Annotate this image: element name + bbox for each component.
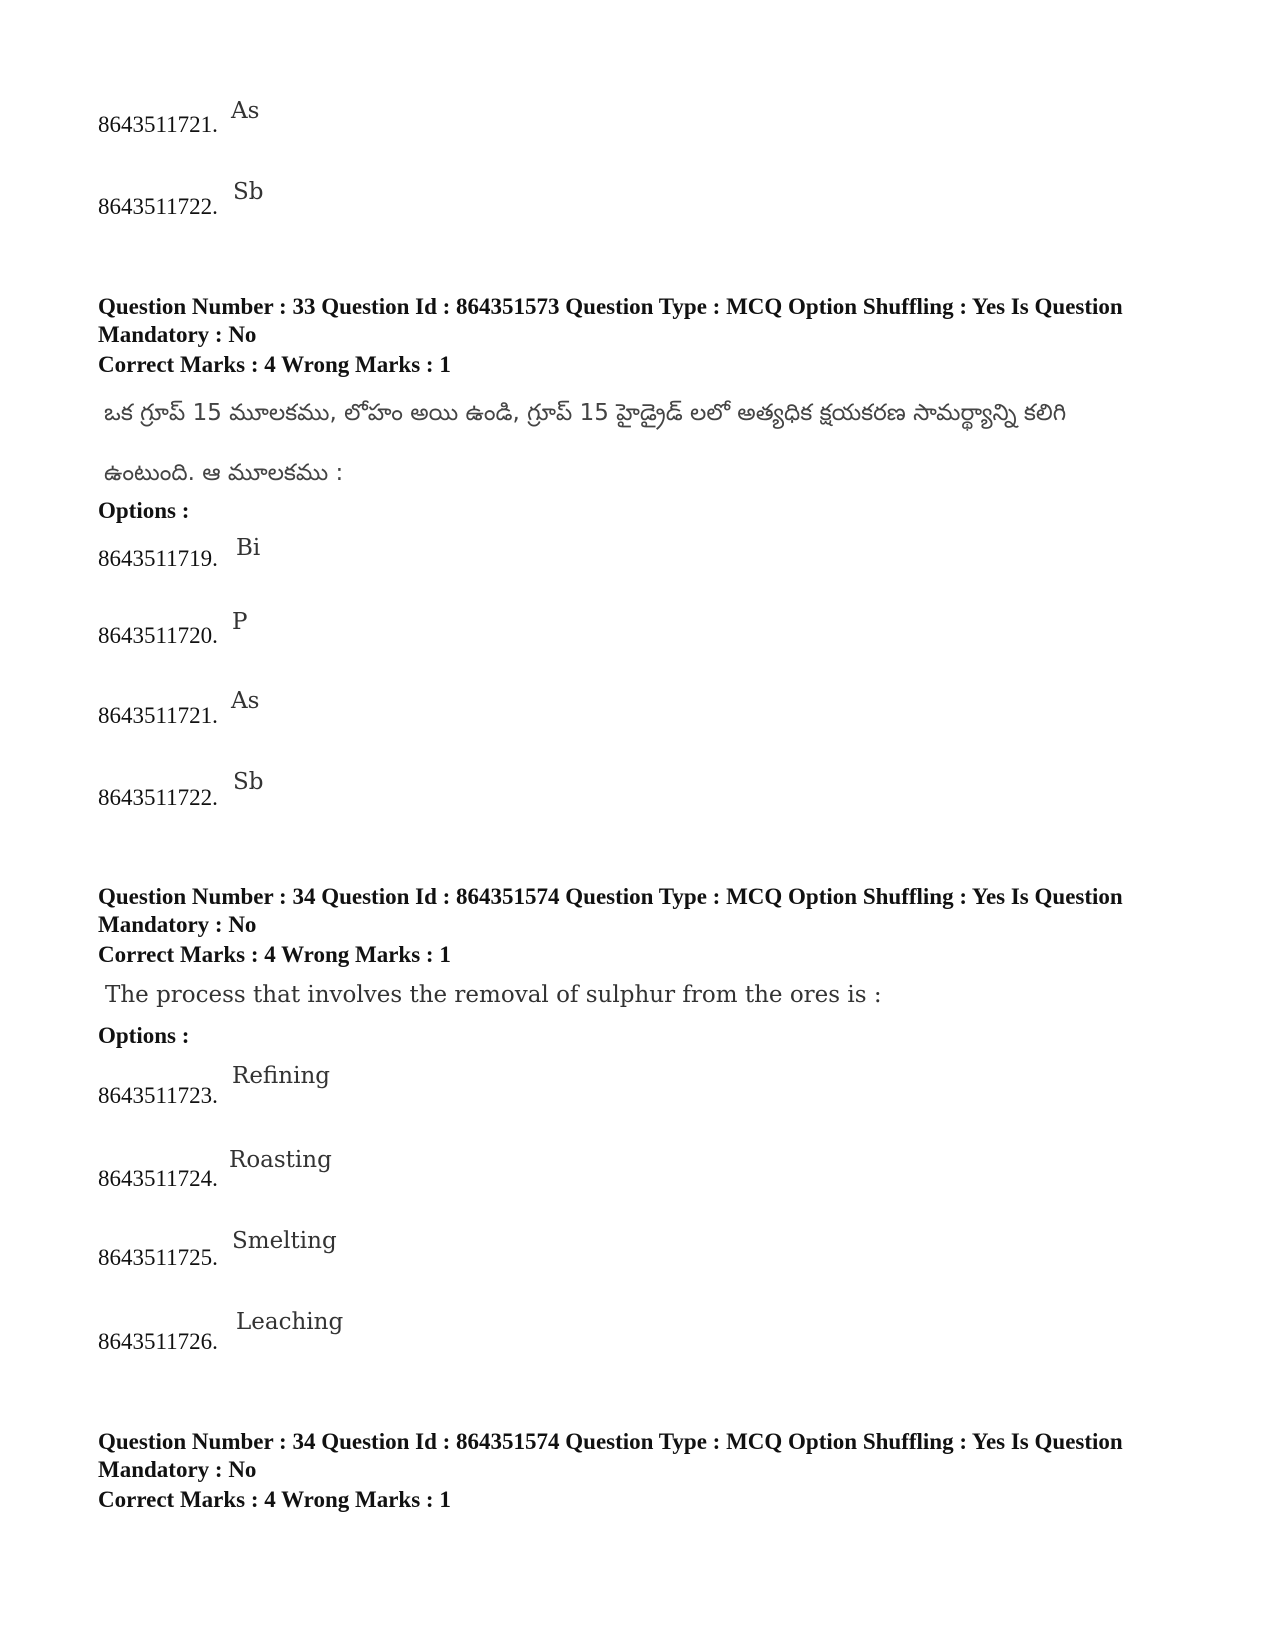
option-number: 8643511722. [98,785,218,810]
option-number: 8643511723. [98,1083,218,1108]
option-number: 8643511720. [98,623,218,648]
option-number: 8643511726. [98,1329,218,1354]
option-number: 8643511721. [98,112,218,137]
option-value: Bi [236,535,261,561]
question-text-line-1: ఒక గ్రూప్ 15 మూలకము, లోహం అయి ఉండి, గ్రూప్ 15 హైడ్రైడ్ లలో అత్యధిక క్షయకరణ సామర్థ్యాన్ని కలిగి [104,400,1067,426]
question-header: Question Number : 33 Question Id : 864351573 Question Type : MCQ Option Shuffling : Yes Is Question Mandatory : No [98,294,1123,347]
option-value: Smelting [232,1228,337,1254]
options-label: Options : [98,1023,190,1048]
option-value: Leaching [236,1309,344,1335]
question-text: The process that involves the removal of sulphur from the ores is : [105,982,882,1008]
option-number: 8643511725. [98,1245,218,1270]
question-marks: Correct Marks : 4 Wrong Marks : 1 [98,1487,451,1512]
question-marks: Correct Marks : 4 Wrong Marks : 1 [98,942,451,967]
question-marks: Correct Marks : 4 Wrong Marks : 1 [98,352,451,377]
option-value: As [231,688,260,714]
question-header: Question Number : 34 Question Id : 864351574 Question Type : MCQ Option Shuffling : Yes Is Question Mandatory : No [98,1429,1123,1482]
options-label: Options : [98,498,190,523]
option-number: 8643511719. [98,546,218,571]
option-value: Roasting [229,1147,332,1173]
option-number: 8643511722. [98,194,218,219]
question-header: Question Number : 34 Question Id : 864351574 Question Type : MCQ Option Shuffling : Yes Is Question Mandatory : No [98,884,1123,937]
question-text-line-2: ఉంటుంది. ఆ మూలకము : [104,460,344,486]
option-value: As [231,98,260,124]
option-value: Sb [233,179,264,205]
option-number: 8643511724. [98,1166,218,1191]
option-value: Refining [232,1063,330,1089]
option-value: Sb [233,769,264,795]
option-number: 8643511721. [98,703,218,728]
option-value: P [232,609,248,635]
